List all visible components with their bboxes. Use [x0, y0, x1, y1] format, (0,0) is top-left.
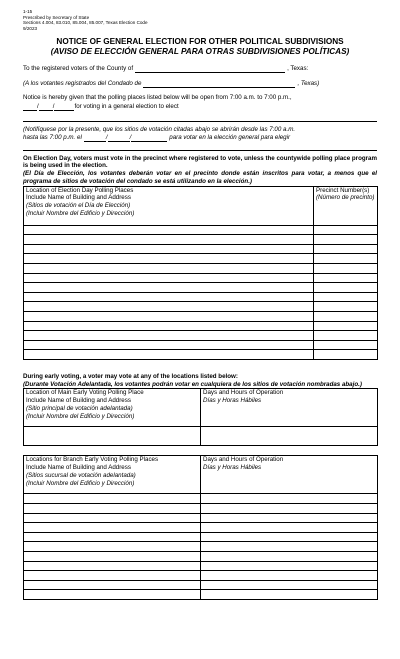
blank-cell[interactable] — [314, 340, 378, 350]
blank-cell[interactable] — [24, 532, 201, 542]
county-suffix-en: , Texas: — [287, 65, 309, 73]
blank-cell[interactable] — [314, 235, 378, 245]
main-hours-cell[interactable] — [201, 427, 378, 446]
notice-es-prefix2: hasta las 7:00 p.m. el — [23, 133, 82, 141]
county-prefix-en: To the registered voters of the County of — [23, 65, 134, 73]
county-line-es — [23, 80, 377, 88]
table-row — [24, 254, 378, 264]
blank-cell[interactable] — [24, 254, 314, 264]
day-field[interactable] — [39, 104, 53, 111]
blank-cell[interactable] — [314, 302, 378, 312]
blank-cell[interactable] — [24, 273, 314, 283]
table-row — [24, 590, 378, 600]
blank-cell[interactable] — [24, 244, 314, 254]
header-text: Days and Hours of Operation — [203, 456, 284, 464]
blank-cell[interactable] — [201, 523, 378, 533]
blank-cell[interactable] — [24, 302, 314, 312]
header-text: Días y Horas Hábiles — [203, 397, 262, 405]
blank-cell[interactable] — [201, 571, 378, 581]
header-text: Días y Horas Hábiles — [203, 464, 262, 472]
date-slash: / — [52, 103, 55, 111]
county-line-en — [23, 65, 377, 73]
header-text: Include Name of Building and Address — [26, 464, 131, 472]
table-row — [24, 283, 378, 293]
table-row — [24, 427, 378, 446]
table-row — [24, 532, 378, 542]
form-number: 1-15 — [23, 9, 33, 14]
blank-cell[interactable] — [201, 561, 378, 571]
header-text: Days and Hours of Operation — [203, 389, 284, 397]
election-day-note-en: On Election Day, voters must vote in the precinct where registered to vote, unless the countywide polling place program is being used in the election. — [23, 154, 377, 170]
blank-cell[interactable] — [24, 590, 201, 600]
table-row — [24, 561, 378, 571]
table-row — [24, 523, 378, 533]
early-voting-note-en: During early voting, a voter may vote at any of the locations listed below: — [23, 372, 238, 380]
main-days-hours-header — [201, 389, 378, 427]
blank-cell[interactable] — [314, 244, 378, 254]
header-text: (Incluir Nombre del Edificio y Dirección) — [26, 479, 135, 487]
table-row — [24, 503, 378, 513]
blank-cell[interactable] — [24, 580, 201, 590]
blank-cell[interactable] — [24, 523, 201, 533]
county-name-field-es[interactable] — [143, 81, 295, 88]
election-day-rows — [24, 225, 378, 359]
table-row — [24, 571, 378, 581]
blank-cell[interactable] — [24, 292, 314, 302]
blank-cell[interactable] — [24, 225, 314, 235]
blank-cell[interactable] — [314, 283, 378, 293]
blank-cell[interactable] — [24, 551, 201, 561]
election-day-header-row — [24, 186, 378, 225]
blank-cell[interactable] — [24, 494, 201, 504]
blank-cell[interactable] — [201, 494, 378, 504]
header-text: Location of Main Early Voting Polling Place — [26, 389, 144, 397]
blank-cell[interactable] — [314, 225, 378, 235]
date-slash: / — [105, 133, 108, 141]
table-row — [24, 235, 378, 245]
county-name-field[interactable] — [135, 66, 285, 73]
table-row — [24, 331, 378, 341]
branch-early-voting-header-row — [24, 456, 378, 494]
header-text: (Sitios de votación el Día de Elección) — [26, 202, 131, 210]
notice-es — [23, 126, 377, 151]
election-day-table — [23, 186, 378, 360]
table-row — [24, 225, 378, 235]
county-suffix-es: , Texas) — [297, 79, 320, 87]
main-early-voting-table — [23, 388, 378, 446]
blank-cell[interactable] — [314, 311, 378, 321]
blank-cell[interactable] — [24, 542, 201, 552]
header-text: (Incluir Nombre del Edificio y Dirección) — [26, 412, 135, 420]
notice-es-line1: (Notifíquese por la presente, que los sitios de votación citadas abajo se abrirán desde las 7:00 a.m. — [23, 126, 296, 134]
table-row — [24, 580, 378, 590]
blank-cell[interactable] — [201, 542, 378, 552]
blank-cell[interactable] — [24, 263, 314, 273]
blank-cell[interactable] — [24, 311, 314, 321]
table-row — [24, 513, 378, 523]
main-early-voting-header-row — [24, 389, 378, 427]
offices-field-es[interactable] — [23, 150, 377, 151]
table-row — [24, 551, 378, 561]
county-prefix-es: (A los votantes registrados del Condado de — [23, 79, 142, 87]
header-text: Precinct Number(s) — [316, 186, 370, 194]
blank-cell[interactable] — [201, 532, 378, 542]
date-slash: / — [129, 133, 132, 141]
blank-cell[interactable] — [201, 503, 378, 513]
notice-en — [23, 94, 377, 123]
blank-cell[interactable] — [201, 551, 378, 561]
blank-cell[interactable] — [201, 580, 378, 590]
blank-cell[interactable] — [201, 590, 378, 600]
election-day-location-header — [24, 186, 314, 225]
blank-cell[interactable] — [314, 254, 378, 264]
header-text: (Número de precinto) — [316, 194, 375, 202]
table-row — [24, 494, 378, 504]
blank-cell[interactable] — [24, 321, 314, 331]
table-row — [24, 273, 378, 283]
notice-en-line1: Notice is hereby given that the polling places listed below will be open from 7:00 a.m. to 7:00 p.m., — [23, 93, 292, 101]
table-row — [24, 340, 378, 350]
election-day-note-es: (El Día de Elección, los votantes deberán votar en el precinto donde están inscritos para votar, a menos que el programa de sitios de votación del condado se está utilizando en la elección.) — [23, 170, 377, 185]
main-location-cell[interactable] — [24, 427, 201, 446]
header-text: Locations for Branch Early Voting Polling Places — [26, 456, 159, 464]
month-field[interactable] — [23, 104, 37, 111]
form-header — [23, 9, 377, 31]
year-field-es[interactable] — [131, 135, 167, 142]
blank-cell[interactable] — [24, 503, 201, 513]
header-text: Include Name of Building and Address — [26, 194, 131, 202]
year-field[interactable] — [54, 104, 74, 111]
title-english: NOTICE OF GENERAL ELECTION FOR OTHER POLITICAL SUBDIVISIONS — [56, 37, 344, 47]
blank-cell[interactable] — [24, 561, 201, 571]
offices-field[interactable] — [23, 121, 377, 122]
blank-cell[interactable] — [24, 283, 314, 293]
blank-cell[interactable] — [314, 321, 378, 331]
main-location-header — [24, 389, 201, 427]
table-row — [24, 542, 378, 552]
table-row — [24, 350, 378, 360]
blank-cell[interactable] — [24, 235, 314, 245]
header-text: Include Name of Building and Address — [26, 397, 131, 405]
branch-rows — [24, 494, 378, 600]
header-text: Location of Election Day Polling Places — [26, 186, 134, 194]
header-text: (Incluir Nombre del Edificio y Dirección) — [26, 209, 135, 217]
blank-cell[interactable] — [24, 350, 314, 360]
blank-cell[interactable] — [314, 292, 378, 302]
notice-es-suffix2: para votar en la elección general para elegir — [169, 133, 291, 141]
precinct-number-header — [314, 186, 378, 225]
code-sections: Sections 4.004, 83.010, 85.004, 85.007, Texas Election Code — [23, 20, 148, 26]
table-row — [24, 321, 378, 331]
date-slash: / — [37, 103, 39, 111]
header-text: (Sitios sucursal de votación adelantada) — [26, 471, 136, 479]
blank-cell[interactable] — [314, 263, 378, 273]
branch-days-hours-header — [201, 456, 378, 494]
blank-cell[interactable] — [24, 571, 201, 581]
table-row — [24, 244, 378, 254]
blank-cell[interactable] — [314, 350, 378, 360]
early-voting-note-es: (Durante Votación Adelantada, los votantes podrán votar en cualquiera de los sitios de votación nombradas abajo.) — [23, 380, 362, 388]
title-spanish: (AVISO DE ELECCIÓN GENERAL PARA OTRAS SUBDIVISIONES POLÍTICAS) — [50, 47, 350, 57]
header-text: (Sitio principal de votación adelantada) — [26, 404, 133, 412]
notice-en-line2: for voting in a general election to elect — [74, 103, 179, 111]
prescribed-by: Prescribed by Secretary of State — [23, 14, 90, 20]
blank-cell[interactable] — [24, 513, 201, 523]
blank-cell[interactable] — [314, 273, 378, 283]
form-title — [23, 37, 377, 57]
branch-location-header — [24, 456, 201, 494]
form-date: 9/2023 — [23, 25, 38, 31]
day-field-es[interactable] — [105, 133, 130, 142]
blank-cell[interactable] — [24, 331, 314, 341]
table-row — [24, 302, 378, 312]
table-row — [24, 263, 378, 273]
table-row — [24, 311, 378, 321]
branch-early-voting-table — [23, 455, 378, 600]
month-field-es[interactable] — [84, 135, 106, 142]
blank-cell[interactable] — [314, 331, 378, 341]
blank-cell[interactable] — [24, 340, 314, 350]
blank-cell[interactable] — [201, 513, 378, 523]
table-row — [24, 292, 378, 302]
